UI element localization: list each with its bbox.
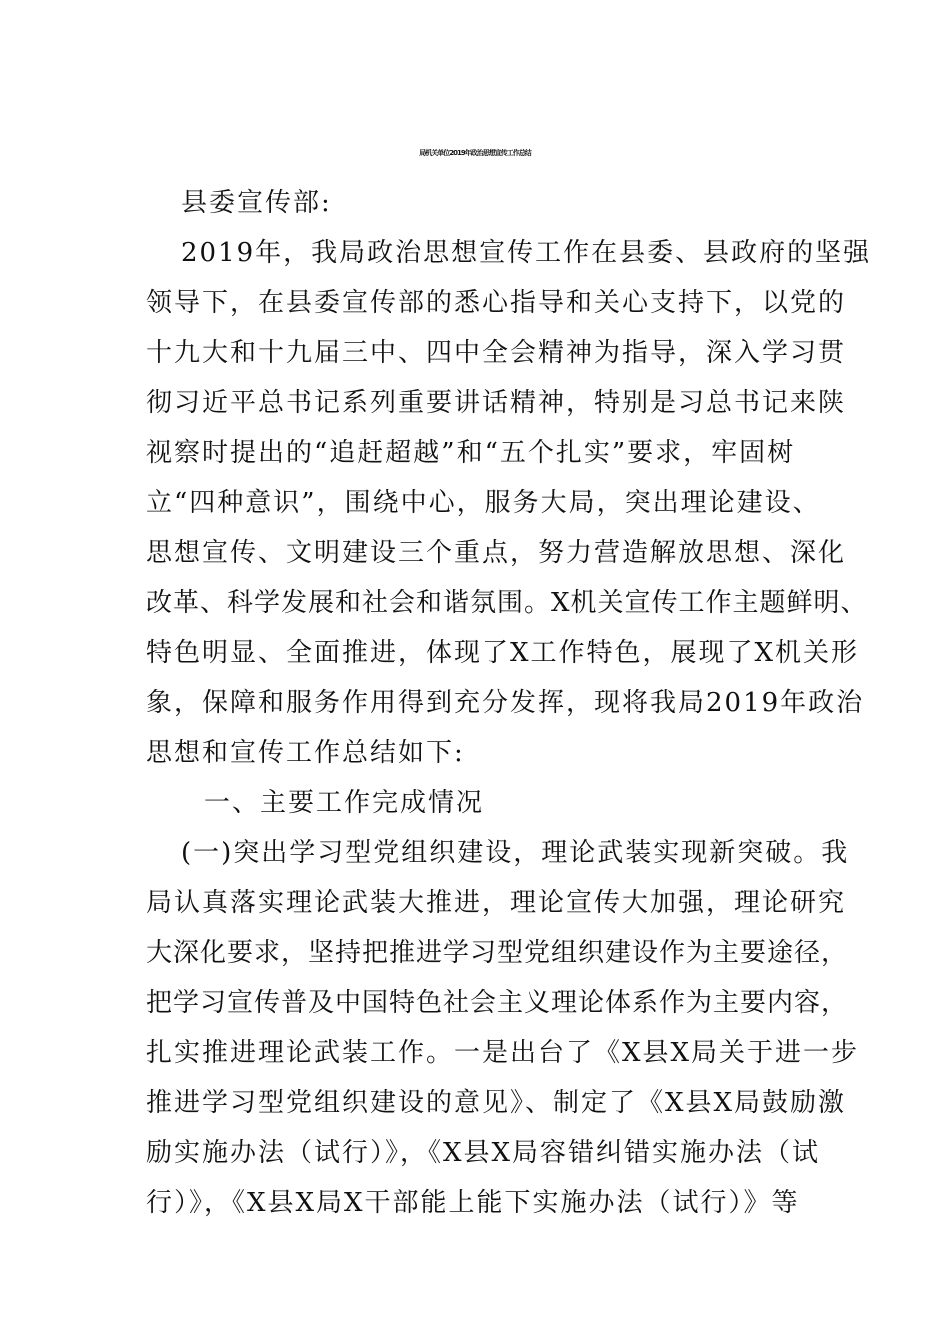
paragraph-1-line-4: 彻习近平总书记系列重要讲话精神，特别是习总书记来陕 bbox=[146, 388, 847, 418]
paragraph-1-line-1: 2019年，我局政治思想宣传工作在县委、县政府的坚强 bbox=[181, 238, 872, 268]
paragraph-2-line-3: 大深化要求，坚持把推进学习型党组织建设作为主要途径， bbox=[146, 938, 849, 968]
paragraph-2-line-1: (一)突出学习型党组织建设，理论武装实现新突破。我 bbox=[181, 838, 850, 868]
paragraph-2-line-8: 行）》，《X县X局X干部能上能下实施办法（试行）》等 bbox=[146, 1188, 800, 1218]
paragraph-1-line-2: 领导下，在县委宣传部的悉心指导和关心支持下，以党的 bbox=[146, 288, 847, 318]
section-1-heading: 一、主要工作完成情况 bbox=[204, 788, 485, 818]
paragraph-1-line-8: 改革、科学发展和社会和谐氛围。X机关宣传工作主题鲜明、 bbox=[146, 588, 868, 618]
paragraph-1-line-5: 视察时提出的“追赶超越”和“五个扎实”要求，牢固树 bbox=[146, 438, 796, 468]
paragraph-1-line-7: 思想宣传、文明建设三个重点，努力营造解放思想、深化 bbox=[146, 538, 847, 568]
paragraph-1-line-11: 思想和宣传工作总结如下: bbox=[146, 738, 465, 768]
paragraph-2-line-4: 把学习宣传普及中国特色社会主义理论体系作为主要内容， bbox=[146, 988, 849, 1018]
paragraph-2-line-6: 推进学习型党组织建设的意见》、制定了《X县X局鼓励激 bbox=[146, 1088, 847, 1118]
paragraph-2-line-2: 局认真落实理论武装大推进，理论宣传大加强，理论研究 bbox=[146, 888, 847, 918]
paragraph-1-line-3: 十九大和十九届三中、四中全会精神为指导，深入学习贯 bbox=[146, 338, 847, 368]
paragraph-1-line-9: 特色明显、全面推进，体现了X工作特色，展现了X机关形 bbox=[146, 638, 860, 668]
salutation: 县委宣传部: bbox=[181, 188, 332, 218]
paragraph-1-line-10: 象，保障和服务作用得到充分发挥，现将我局2019年政治 bbox=[146, 688, 865, 718]
paragraph-2-line-5: 扎实推进理论武装工作。一是出台了《X县X局关于进一步 bbox=[146, 1038, 860, 1068]
document-title: 局机关单位2019年政治思想宣传工作总结 bbox=[419, 149, 531, 157]
paragraph-1-line-6: 立“四种意识”，围绕中心，服务大局，突出理论建设、 bbox=[146, 488, 821, 518]
paragraph-2-line-7: 励实施办法（试行）》，《X县X局容错纠错实施办法（试 bbox=[146, 1138, 821, 1168]
